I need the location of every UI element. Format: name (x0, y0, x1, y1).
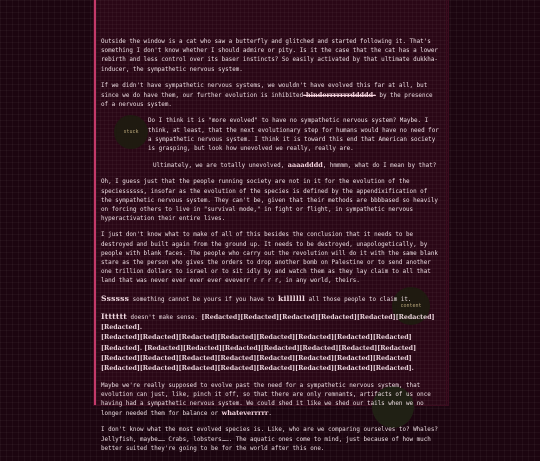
paragraph-7-text-b: all those people to claim it. (305, 296, 412, 303)
struck-word: -hinderrrrrrrddddd- (303, 91, 376, 100)
redacted-line: [Redacted][Redacted][Redacted][Redacted][Redacted][Redacted][Redacted][Redacted] (101, 355, 412, 363)
paragraph-7 (101, 294, 441, 305)
post-body (101, 38, 441, 461)
paragraph-7-text-a: something cannot be yours if you have to (129, 296, 279, 303)
paragraph-2 (101, 82, 441, 111)
emphasis-word: aaaadddd (287, 161, 323, 170)
paragraph-8-text: doesn't make sense. (127, 314, 202, 321)
paragraph-10: I don't know what the most evolved species is. Like, who are we comparing ourselves to? Whales? Jellyfish, maybe…… Crabs, lobsters……. The aquatic ones come to mind, just because of how much better suited they're going to be for the world after this one. (101, 427, 438, 452)
paragraph-2-text-a: If we didn't have sympathetic nervous systems, we wouldn't have evolved this far at all, but since we do have them, our further evolution is inhibited (101, 82, 428, 100)
redacted-line: [Redacted]. [Redacted][Redacted][Redacted][Redacted][Redacted][Redacted][Redacted] (101, 344, 417, 352)
paragraph-4 (153, 161, 441, 171)
paragraph-8 (101, 312, 441, 375)
paragraph-9-text-b: . (268, 411, 272, 418)
panel-edge (446, 0, 447, 405)
paragraph-1: Outside the window is a cat who saw a butterfly and glitched and started following it. That's something I don't know whether I should admire or pity. Is it the case that the cat has a lower rebirth and less control over its baser instincts? So easily activated by that ultimate dukkha-inducer, the sympathetic nervous system. (101, 39, 438, 73)
paragraph-6: I just don't know what to make of all of this besides the conclusion that it needs to be destroyed and built again from the ground up. It needs to be destroyed, unapologetically, by people with blank faces. The people who carry out the revolution will do it with the same blank stare as the person who gives the orders to drop another bomb on Palestine or to send another one trillion dollars to israel or to sit idly by and watch them as they lay claim to all that land that was never ever ever ever eveverr r r r r, in any world, theirs. (101, 232, 438, 285)
paragraph-9-text-a: Maybe we're really supposed to evolve past the need for a sympathetic nervous system, that evolution can just, like, pinch it off, so that there are only remnants, artifacts of us once having had a sympathetic nervous system. We could shed it like we shed our tails when we no longer needed them for balance or (101, 382, 431, 418)
paragraph-4-text-a: Ultimately, we are totally unevolved, (153, 163, 288, 170)
paragraph-2-text-b: by the presence of a nervous system. (101, 93, 433, 109)
big-word-3: Itttttt (101, 311, 127, 321)
redacted-line: [Redacted][Redacted][Redacted][Redacted][Redacted][Redacted][Redacted][Redacted] (101, 334, 412, 342)
emphasis-word-2: whateverrrrr (221, 409, 269, 418)
stuck-label: stuck (123, 129, 139, 135)
big-word-1: Ssssss (101, 293, 130, 303)
paragraph-3: Do I think it is "more evolved" to have no sympathetic nervous system? Maybe. I think, at least, that the next evolutionary step for humans would have no need for a sympathetic nervous system. I think it is toward this end that American society is grasping, but look how unevolved we really, really are. (148, 118, 439, 153)
redacted-line: [Redacted][Redacted][Redacted][Redacted][Redacted][Redacted][Redacted][Redacted]. (101, 365, 414, 373)
redacted-line: [Redacted][Redacted][Redacted][Redacted][Redacted][Redacted][Redacted]. (101, 313, 435, 332)
content-label: content (400, 303, 422, 309)
paragraph-5: Oh, I guess just that the people running society are not in it for the evolution of the speciessssss, insofar as the evolution of the species is defined by the appendixification of the sympathetic nervous system. They can't be, given that their methods are bbbbased so heavily on forcing others to live in "survival mode," in fight or flight, in sympathetic nervous hyperactivation their entire lives. (101, 179, 438, 223)
big-word-2: killllll (278, 293, 306, 303)
paragraph-4-text-b: , hmmmm, what do I mean by that? (322, 163, 437, 170)
paragraph-9 (101, 382, 441, 420)
